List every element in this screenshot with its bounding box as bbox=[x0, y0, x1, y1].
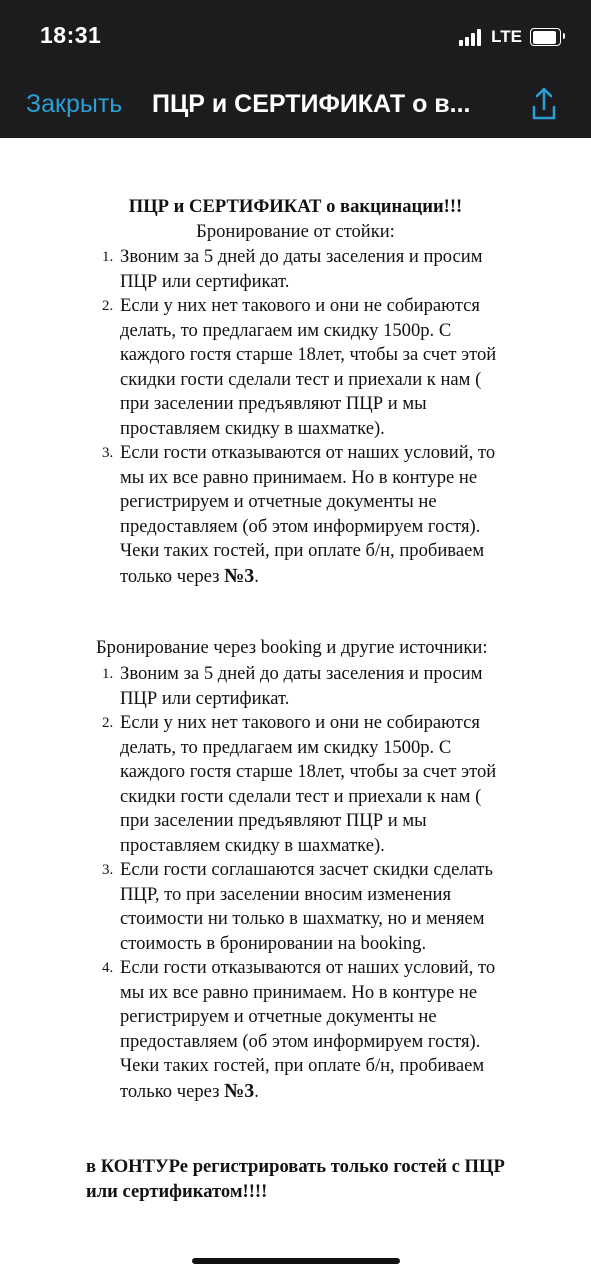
list-item-line: при заселении предъявляют ПЦР и мы bbox=[120, 810, 427, 831]
list-item-number: 2. bbox=[102, 715, 114, 731]
list-item-line: Если гости соглашаются засчет скидки сделать bbox=[120, 859, 493, 880]
status-bar bbox=[0, 0, 591, 72]
list-item-line: при заселении предъявляют ПЦР и мы bbox=[120, 393, 427, 414]
home-indicator[interactable] bbox=[192, 1258, 400, 1264]
list-item-line: Если у них нет такового и они не собираются bbox=[120, 712, 480, 733]
list-item bbox=[102, 662, 560, 711]
list-item-line: предоставляем (об этом информируем гостя). bbox=[120, 515, 481, 537]
document-view[interactable] bbox=[0, 138, 591, 1280]
status-time: 18:31 bbox=[40, 22, 102, 48]
list-item-line: стоимость в бронировании на booking. bbox=[120, 932, 427, 954]
list-item-line: Звоним за 5 дней до даты заселения и просим bbox=[120, 246, 483, 267]
cashbox-number: №3 bbox=[224, 564, 255, 587]
list-item bbox=[102, 294, 560, 441]
section1-list bbox=[102, 245, 560, 589]
list-item bbox=[102, 441, 560, 589]
line-prefix: только через bbox=[120, 565, 225, 587]
section2-heading: Бронирование через booking и другие источники: bbox=[96, 637, 488, 658]
list-item-line: скидки гости сделали тест и приехали к нам ( bbox=[120, 785, 482, 807]
network-type: LTE bbox=[491, 27, 522, 46]
list-item-line: ПЦР, то при заселении вносим изменения bbox=[120, 883, 452, 905]
footer-note bbox=[86, 1155, 556, 1204]
section2-list bbox=[102, 662, 560, 1104]
list-item bbox=[102, 711, 560, 858]
list-item-line: ПЦР или сертификат. bbox=[120, 687, 290, 709]
list-item-line: скидки гости сделали тест и приехали к нам ( bbox=[120, 368, 482, 390]
list-item bbox=[102, 245, 560, 294]
list-item-number: 3. bbox=[102, 445, 114, 461]
battery-icon bbox=[530, 28, 561, 46]
status-indicators bbox=[459, 26, 561, 48]
list-item-line: мы их все равно принимаем. Но в контуре не bbox=[120, 466, 478, 488]
list-item-line: мы их все равно принимаем. Но в контуре не bbox=[120, 981, 478, 1003]
share-icon[interactable] bbox=[527, 86, 561, 122]
nav-bar bbox=[0, 72, 591, 138]
list-item-line: делать, то предлагаем им скидку 1500р. С bbox=[120, 736, 452, 758]
list-item-line bbox=[120, 1079, 560, 1105]
list-item-line: Если у них нет такового и они не собираются bbox=[120, 295, 480, 316]
list-item-number: 2. bbox=[102, 298, 114, 314]
list-item-line: стоимости ни только в шахматку, но и меняем bbox=[120, 908, 485, 929]
list-item-number: 1. bbox=[102, 249, 114, 265]
list-item bbox=[102, 956, 560, 1104]
document-title: ПЦР и СЕРТИФИКАТ о вакцинации!!! bbox=[128, 196, 463, 217]
list-item-line: Чеки таких гостей, при оплате б/н, пробиваем bbox=[120, 540, 485, 561]
list-item-line: проставляем скидку в шахматке). bbox=[120, 417, 385, 439]
list-item-line: предоставляем (об этом информируем гостя). bbox=[120, 1030, 481, 1052]
line-suffix: . bbox=[254, 1080, 259, 1102]
list-item-line: регистрируем и отчетные документы не bbox=[120, 1006, 437, 1027]
list-item-line: каждого гостя старше 18лет, чтобы за счет этой bbox=[120, 761, 497, 782]
list-item-line: ПЦР или сертификат. bbox=[120, 270, 290, 292]
list-item-number: 1. bbox=[102, 666, 114, 682]
list-item-line: делать, то предлагаем им скидку 1500р. С bbox=[120, 319, 452, 341]
list-item-line: Чеки таких гостей, при оплате б/н, пробиваем bbox=[120, 1055, 485, 1076]
nav-title: ПЦР и СЕРТИФИКАТ о в... bbox=[152, 90, 471, 118]
footer-line: или сертификатом!!!! bbox=[86, 1180, 268, 1202]
list-item-line: Звоним за 5 дней до даты заселения и просим bbox=[120, 663, 483, 684]
list-item-line: Если гости отказываются от наших условий, то bbox=[120, 442, 496, 463]
line-prefix: только через bbox=[120, 1080, 225, 1102]
list-item-line: Если гости отказываются от наших условий, то bbox=[120, 957, 496, 978]
list-item-number: 4. bbox=[102, 960, 114, 976]
cashbox-number: №3 bbox=[224, 1079, 255, 1102]
list-item-line: регистрируем и отчетные документы не bbox=[120, 491, 437, 512]
section1-heading: Бронирование от стойки: bbox=[196, 221, 395, 242]
list-item-number: 3. bbox=[102, 862, 114, 878]
line-suffix: . bbox=[254, 565, 259, 587]
signal-icon bbox=[459, 28, 483, 46]
list-item-line: проставляем скидку в шахматке). bbox=[120, 834, 385, 856]
list-item bbox=[102, 858, 560, 956]
close-button[interactable]: Закрыть bbox=[26, 90, 123, 118]
footer-line: в КОНТУРе регистрировать только гостей с ПЦР bbox=[86, 1156, 505, 1177]
list-item-line: каждого гостя старше 18лет, чтобы за счет этой bbox=[120, 344, 497, 365]
list-item-line bbox=[120, 564, 560, 590]
